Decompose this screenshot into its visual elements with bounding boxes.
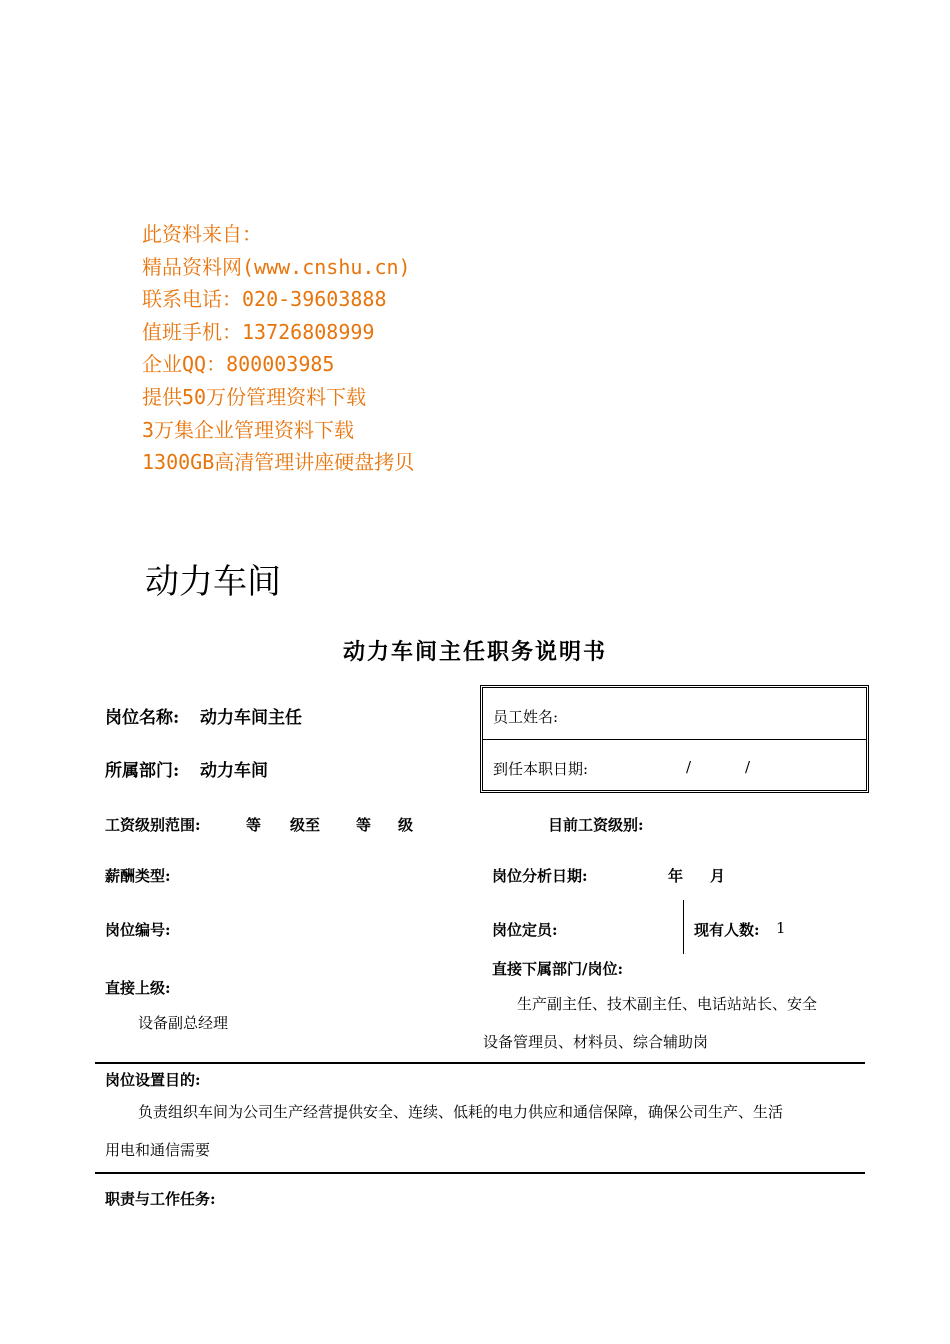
department-value: 动力车间 bbox=[200, 761, 268, 781]
current-count-label: 现有人数: bbox=[694, 921, 760, 939]
salary-range-level: 级 bbox=[398, 816, 414, 834]
subordinates-line: 生产副主任、技术副主任、电话站站长、安全 bbox=[517, 995, 818, 1013]
source-info-line: 1300GB高清管理讲座硬盘拷贝 bbox=[142, 450, 415, 475]
start-date-label: 到任本职日期: bbox=[493, 760, 589, 778]
purpose-line: 用电和通信需要 bbox=[105, 1141, 211, 1159]
employee-info-box bbox=[480, 685, 869, 793]
subordinates-line: 设备管理员、材料员、综合辅助岗 bbox=[483, 1033, 709, 1051]
analysis-date-label: 岗位分析日期: bbox=[492, 867, 588, 885]
source-info-line: 值班手机：13726808999 bbox=[142, 319, 375, 344]
pay-type-label: 薪酬类型: bbox=[105, 867, 171, 885]
headcount-divider bbox=[683, 900, 684, 954]
analysis-date-month: 月 bbox=[710, 867, 726, 885]
position-number-label: 岗位编号: bbox=[105, 921, 171, 939]
section-divider bbox=[95, 1172, 865, 1174]
source-info-line: 企业QQ：800003985 bbox=[142, 352, 335, 377]
source-info-line: 精品资料网(www.cnshu.cn) bbox=[142, 254, 411, 279]
salary-range-to: 级至 bbox=[290, 816, 321, 834]
source-info-block bbox=[142, 218, 414, 479]
document-title: 动力车间主任职务说明书 bbox=[342, 639, 607, 665]
purpose-line: 负责组织车间为公司生产经营提供安全、连续、低耗的电力供应和通信保障，确保公司生产、生活 bbox=[138, 1103, 784, 1121]
source-info-line: 3万集企业管理资料下载 bbox=[142, 417, 355, 442]
start-date-separator: / bbox=[745, 758, 751, 776]
duties-label: 职责与工作任务: bbox=[105, 1190, 216, 1208]
purpose-text bbox=[105, 1093, 865, 1169]
salary-range-grade-to: 等 bbox=[356, 816, 372, 834]
start-date-separator: / bbox=[686, 758, 692, 776]
superior-label: 直接上级: bbox=[105, 979, 171, 997]
source-info-line: 联系电话：020-39603888 bbox=[142, 287, 387, 312]
department-heading: 动力车间 bbox=[145, 562, 281, 602]
box-divider bbox=[483, 739, 866, 740]
headcount-label: 岗位定员: bbox=[492, 921, 558, 939]
source-info-line: 提供50万份管理资料下载 bbox=[142, 384, 367, 409]
current-grade-label: 目前工资级别: bbox=[548, 816, 644, 834]
current-count-value: 1 bbox=[776, 919, 786, 937]
employee-name-label: 员工姓名: bbox=[493, 708, 559, 726]
salary-range-label: 工资级别范围: bbox=[105, 816, 201, 834]
analysis-date-year: 年 bbox=[668, 867, 684, 885]
superior-value: 设备副总经理 bbox=[138, 1014, 229, 1032]
subordinates-label: 直接下属部门/岗位: bbox=[492, 960, 624, 978]
position-name-value: 动力车间主任 bbox=[200, 708, 302, 728]
position-name-label: 岗位名称: bbox=[105, 708, 180, 728]
purpose-label: 岗位设置目的: bbox=[105, 1071, 201, 1089]
section-divider bbox=[95, 1062, 865, 1064]
salary-range-grade-from: 等 bbox=[246, 816, 262, 834]
department-label: 所属部门: bbox=[105, 761, 180, 781]
source-info-line: 此资料来自： bbox=[142, 222, 262, 246]
